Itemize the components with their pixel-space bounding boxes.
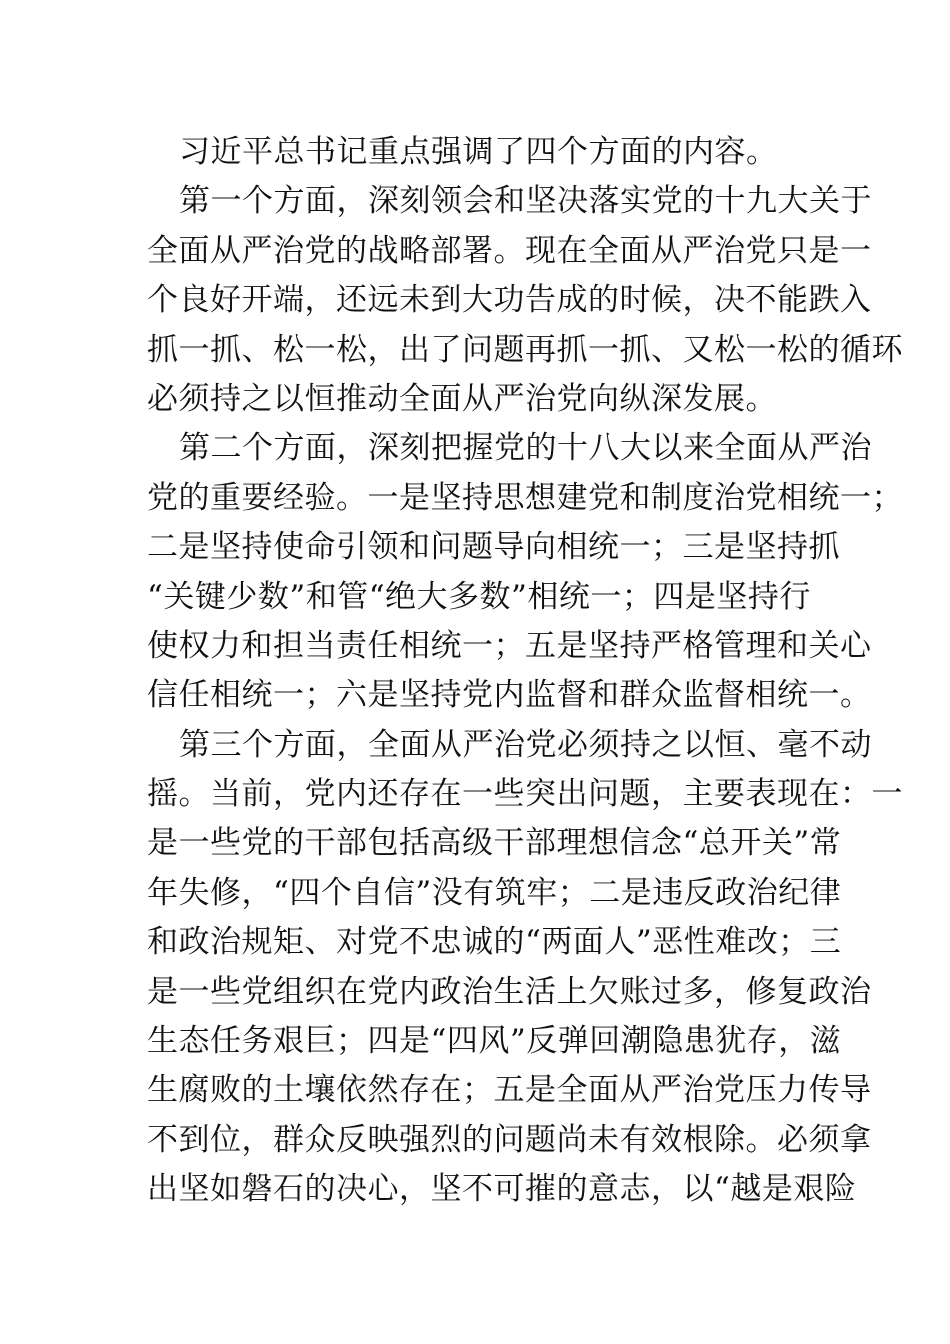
paragraph-3-line-7: 生态任务艰巨；四是“四风”反弹回潮隐患犹存，滋 (147, 1023, 842, 1060)
paragraph-3-line-3: 是一些党的干部包括高级干部理想信念“总开关”常 (147, 825, 842, 862)
paragraph-2-line-4: “关键少数”和管“绝大多数”相统一；四是坚持行 (147, 578, 811, 615)
paragraph-2-line-1: 第二个方面，深刻把握党的十八大以来全面从严治 (179, 430, 872, 467)
paragraph-3-line-5: 和政治规矩、对党不忠诚的“两面人”恶性难改；三 (147, 924, 842, 961)
paragraph-3-line-9: 不到位，群众反映强烈的问题尚未有效根除。必须拿 (147, 1121, 872, 1158)
paragraph-1-line-5: 必须持之以恒推动全面从严治党向纵深发展。 (147, 380, 777, 417)
paragraph-3-line-10: 出坚如磐石的决心，坚不可摧的意志，以“越是艰险 (147, 1171, 857, 1208)
paragraph-intro-line-1: 习近平总书记重点强调了四个方面的内容。 (179, 134, 778, 170)
paragraph-3-line-6: 是一些党组织在党内政治生活上欠账过多，修复政治 (147, 973, 872, 1010)
paragraph-1-line-2: 全面从严治党的战略部署。现在全面从严治党只是一 (147, 232, 872, 269)
document-body (147, 128, 903, 1215)
paragraph-1-line-4: 抓一抓、松一松，出了问题再抓一抓、又松一松的循环 (147, 331, 903, 368)
paragraph-2-line-2: 党的重要经验。一是坚持思想建党和制度治党相统一； (147, 479, 903, 516)
paragraph-3-line-4: 年失修，“四个自信”没有筑牢；二是违反政治纪律 (147, 874, 842, 911)
paragraph-1-line-3: 个良好开端，还远未到大功告成的时候，决不能跌入 (147, 282, 872, 319)
paragraph-3-line-2: 摇。当前，党内还存在一些突出问题，主要表现在：一 (147, 776, 903, 813)
paragraph-1-line-1: 第一个方面，深刻领会和坚决落实党的十九大关于 (179, 183, 872, 220)
paragraph-2-line-3: 二是坚持使命引领和问题导向相统一；三是坚持抓 (147, 529, 840, 566)
paragraph-2-line-6: 信任相统一；六是坚持党内监督和群众监督相统一。 (147, 677, 872, 714)
paragraph-3-line-8: 生腐败的土壤依然存在；五是全面从严治党压力传导 (147, 1072, 872, 1109)
paragraph-2-line-5: 使权力和担当责任相统一；五是坚持严格管理和关心 (147, 627, 872, 664)
paragraph-3-line-1: 第三个方面，全面从严治党必须持之以恒、毫不动 (179, 726, 872, 763)
